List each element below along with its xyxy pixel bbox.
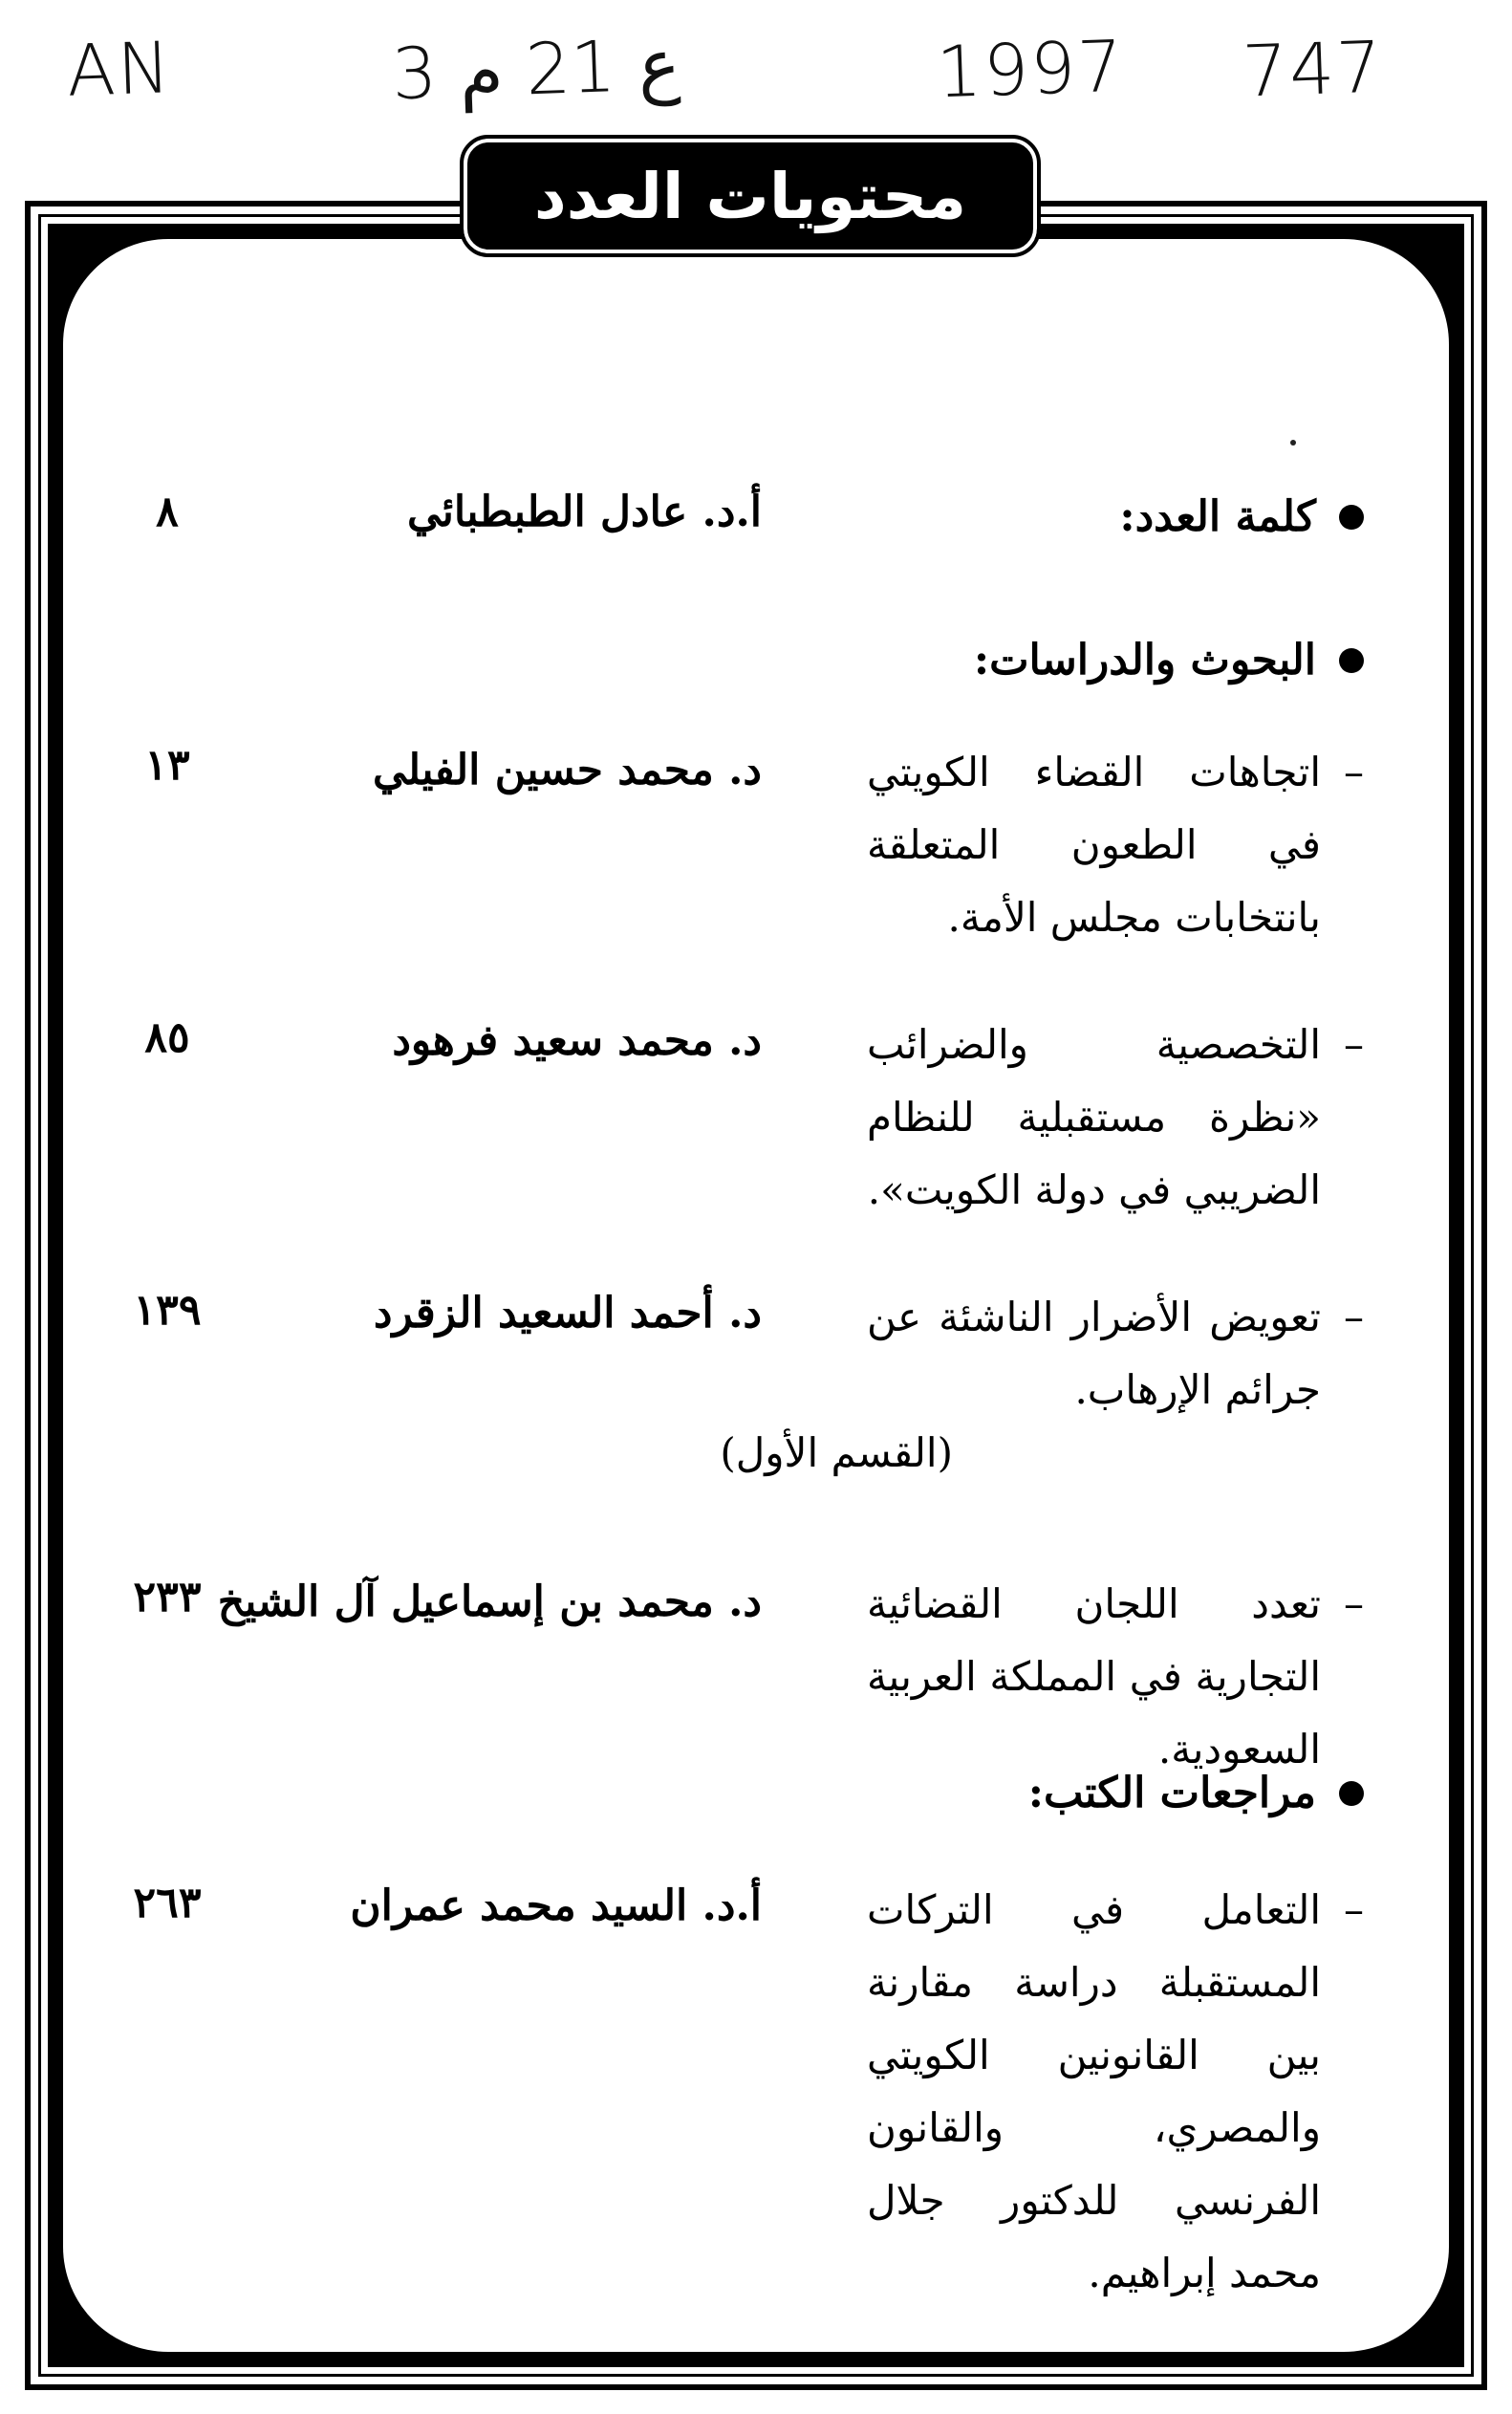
- toc-entry: [867, 1874, 1364, 2310]
- research-heading-label: البحوث والدراسات:: [973, 636, 1316, 685]
- entry-page: ٢٦٣: [133, 1879, 202, 1927]
- entry-title: التخصصية والضرائب «نظرة مستقبلية للنظام الضريبي في دولة الكويت».: [867, 1021, 1321, 1213]
- section-issue-word: [1119, 492, 1364, 541]
- handwritten-number: 747: [1241, 26, 1385, 114]
- toc-entry: [867, 1281, 1364, 1426]
- entry-dash: –: [1344, 1021, 1364, 1068]
- toc-entry: [867, 736, 1364, 954]
- toc-entry: [867, 1568, 1364, 1786]
- bullet-icon: [1339, 505, 1364, 530]
- handwritten-code: AN: [65, 27, 174, 113]
- bullet-icon: [1339, 1781, 1364, 1806]
- entry-subtitle-row: [374, 1289, 762, 1337]
- entry-page: ١٣: [144, 741, 190, 790]
- page-title: محتويات العدد: [533, 159, 967, 233]
- entry-author: د. محمد سعيد فرهود: [392, 1016, 762, 1065]
- title-label: [464, 139, 1037, 253]
- entry-dash: –: [1344, 1580, 1364, 1627]
- issue-word-label: كلمة العدد:: [1119, 492, 1316, 541]
- entry-page: ١٣٩: [133, 1286, 202, 1335]
- bullet-icon: [1339, 648, 1364, 673]
- entry-author: أ.د. السيد محمد عمران: [350, 1881, 762, 1930]
- scan-speck: [1290, 440, 1296, 446]
- issue-word-author: أ.د. عادل الطبطبائي: [406, 488, 762, 536]
- entry-author: د. محمد حسين الفيلي: [373, 746, 762, 794]
- toc-entry: [867, 1009, 1364, 1227]
- handwritten-issue-ref: 3 ع 21 م: [390, 23, 682, 117]
- entry-author: د. أحمد السعيد الزقرد: [373, 1289, 762, 1337]
- issue-word-page: ٨: [156, 488, 179, 536]
- entry-page: ٨٥: [144, 1013, 190, 1062]
- entry-dash: –: [1344, 1886, 1364, 1933]
- handwritten-year: 1997: [935, 25, 1126, 115]
- entry-dash: –: [1344, 749, 1364, 795]
- entry-dash: –: [1344, 1294, 1364, 1340]
- entry-title: اتجاهات القضاء الكويتي في الطعون المتعلقة بانتخابات مجلس الأمة.: [867, 749, 1321, 941]
- entry-subtitle: (القسم الأول): [720, 1429, 953, 1476]
- entry-page: ٢٣٣: [133, 1573, 202, 1621]
- entry-title: تعدد اللجان القضائية التجارية في المملكة العربية السعودية.: [867, 1580, 1321, 1772]
- entry-author: د. محمد بن إسماعيل آل الشيخ: [217, 1577, 762, 1626]
- entry-title: التعامل في التركات المستقبلة دراسة مقارنة بين القانونين الكويتي والمصري، والقانون الفرنسي للدكتور جلال محمد إبراهيم.: [867, 1886, 1321, 2296]
- reviews-heading-label: مراجعات الكتب:: [1027, 1769, 1316, 1817]
- section-reviews-heading: [1028, 1769, 1364, 1817]
- section-research-heading: [974, 636, 1364, 685]
- entry-title: تعويض الأضرار الناشئة عن جرائم الإرهاب.: [867, 1294, 1321, 1413]
